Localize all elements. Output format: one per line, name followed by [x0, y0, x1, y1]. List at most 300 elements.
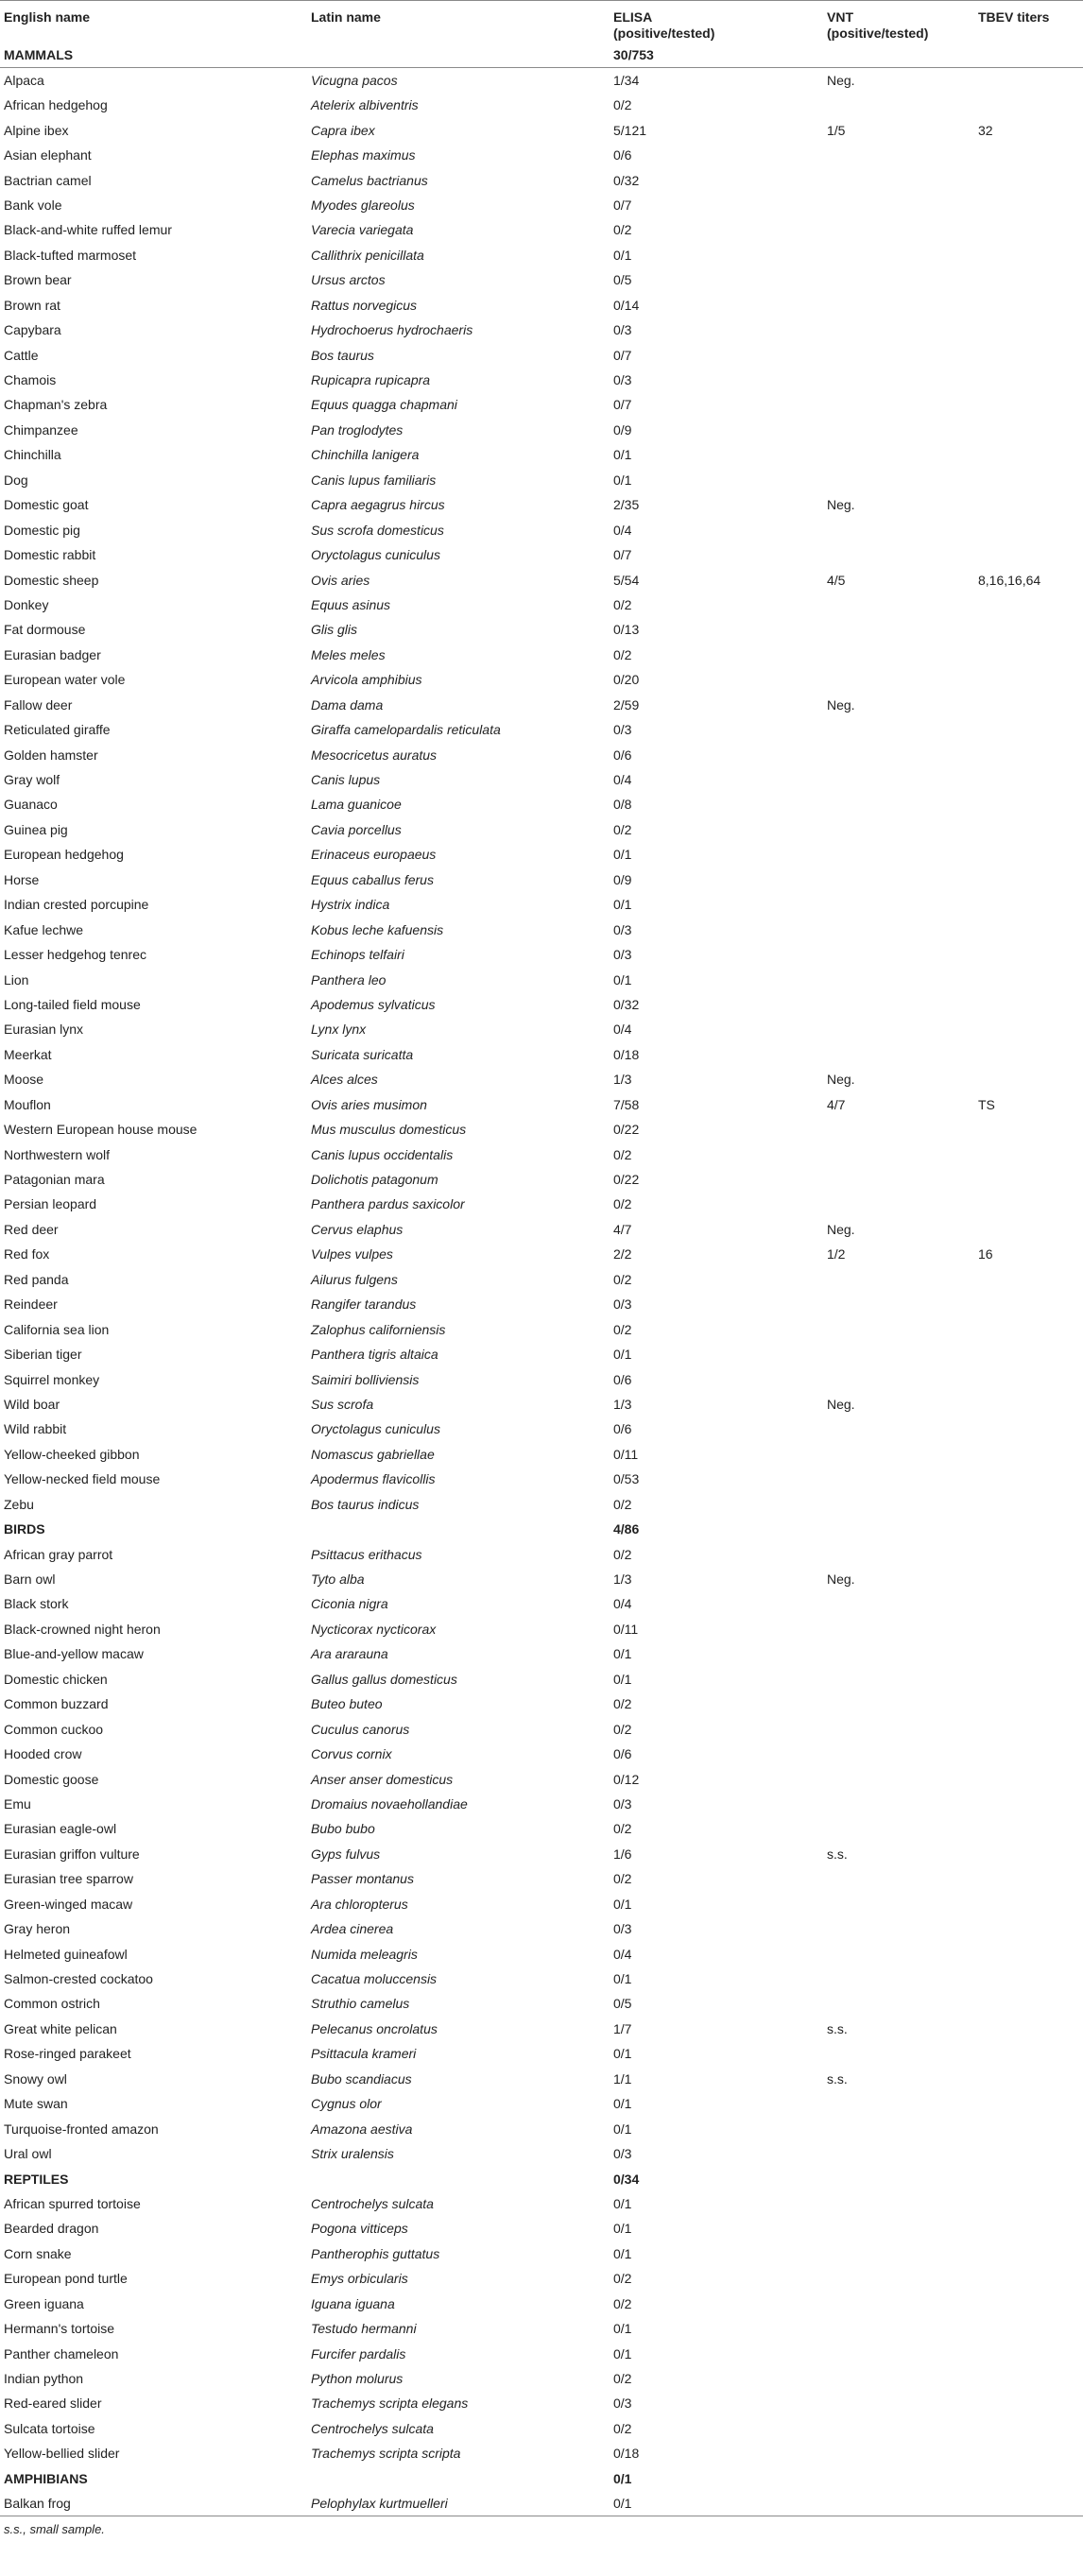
elisa-cell: 0/11: [613, 1621, 639, 1637]
elisa-cell: 0/1: [613, 2121, 632, 2137]
elisa-cell: 0/7: [613, 347, 632, 363]
elisa-cell: 0/1: [613, 1646, 632, 1662]
english-name-cell: Bearded dragon: [4, 2221, 99, 2237]
tbev-titers-cell: TS: [978, 1096, 995, 1112]
header-vnt-line1: VNT: [827, 9, 853, 25]
latin-name-cell: Rupicapra rupicapra: [311, 372, 431, 388]
english-name-cell: Capybara: [4, 322, 61, 338]
vnt-cell: [823, 643, 974, 667]
latin-name-cell: Cuculus canorus: [311, 1721, 410, 1737]
vnt-cell: [823, 842, 974, 867]
tbev-titers-cell: [974, 1467, 1083, 1491]
tbev-titers-cell: [974, 917, 1083, 941]
english-name-cell: Barn owl: [4, 1571, 56, 1588]
vnt-cell: [823, 2216, 974, 2241]
tbev-titers-cell: [974, 392, 1083, 417]
english-name-cell: Horse: [4, 871, 40, 887]
vnt-cell: 4/7: [827, 1096, 846, 1112]
table-row: [0, 2067, 1083, 2091]
english-name-cell: Zebu: [4, 1496, 34, 1512]
tbev-titers-cell: [974, 1042, 1083, 1067]
english-name-cell: Eurasian griffon vulture: [4, 1846, 140, 1862]
table-row: [0, 143, 1083, 167]
tbev-titers-cell: [974, 892, 1083, 917]
elisa-cell: 0/6: [613, 1421, 632, 1437]
latin-name-cell: Ardea cinerea: [311, 1921, 394, 1937]
table-row: [0, 243, 1083, 267]
vnt-cell: [823, 2041, 974, 2066]
english-name-cell: Turquoise-fronted amazon: [4, 2121, 159, 2137]
english-name-cell: Bank vole: [4, 197, 62, 213]
table-row: [0, 1842, 1083, 1866]
latin-name-cell: Saimiri bolliviensis: [311, 1371, 420, 1387]
group-row: [0, 1517, 1083, 1541]
group-empty-cell: [823, 2166, 974, 2190]
tbev-titers-cell: [974, 1417, 1083, 1441]
elisa-cell: 0/18: [613, 2446, 640, 2462]
elisa-cell: 0/2: [613, 596, 632, 612]
vnt-cell: [823, 1192, 974, 1216]
vnt-cell: [823, 942, 974, 967]
tbev-titers-cell: [974, 2141, 1083, 2166]
tbev-titers-cell: [974, 2241, 1083, 2266]
tbev-titers-cell: [974, 1017, 1083, 1041]
table-row: [0, 1792, 1083, 1816]
tbev-titers-cell: [974, 193, 1083, 217]
vnt-cell: [823, 392, 974, 417]
vnt-cell: Neg.: [827, 1571, 855, 1588]
tbev-titers-cell: [974, 1842, 1083, 1866]
english-name-cell: Indian crested porcupine: [4, 897, 149, 913]
tbev-titers-cell: [974, 1292, 1083, 1316]
tbev-titers-cell: [974, 217, 1083, 242]
table-row: [0, 1392, 1083, 1417]
english-name-cell: European hedgehog: [4, 847, 124, 863]
english-name-cell: Meerkat: [4, 1046, 52, 1062]
tbev-titers-cell: [974, 1941, 1083, 1966]
tbev-titers-cell: [974, 667, 1083, 692]
tbev-titers-cell: [974, 2017, 1083, 2041]
latin-name-cell: Suricata suricatta: [311, 1046, 414, 1062]
english-name-cell: Cattle: [4, 347, 39, 363]
table-row: [0, 967, 1083, 991]
tbev-titers-cell: [974, 967, 1083, 991]
latin-name-cell: Amazona aestiva: [311, 2121, 413, 2137]
group-empty-cell: [307, 2466, 610, 2491]
latin-name-cell: Equus caballus ferus: [311, 871, 434, 887]
tbev-titers-cell: [974, 1742, 1083, 1766]
group-empty-cell: [307, 43, 610, 68]
tbev-titers-cell: [974, 817, 1083, 842]
latin-name-cell: Ailurus fulgens: [311, 1271, 398, 1287]
vnt-cell: [823, 2441, 974, 2465]
latin-name-cell: Cygnus olor: [311, 2096, 382, 2112]
table-row: [0, 2491, 1083, 2516]
elisa-cell: 0/6: [613, 747, 632, 763]
english-name-cell: Red panda: [4, 1271, 69, 1287]
vnt-cell: s.s.: [827, 2070, 848, 2087]
elisa-cell: 0/1: [613, 2046, 632, 2062]
tbev-titers-cell: [974, 1492, 1083, 1517]
vnt-cell: Neg.: [827, 1072, 855, 1088]
group-elisa-total: 0/34: [613, 2171, 640, 2187]
latin-name-cell: Tyto alba: [311, 1571, 365, 1588]
table-row: [0, 2316, 1083, 2341]
english-name-cell: Wild boar: [4, 1396, 60, 1412]
elisa-cell: 0/14: [613, 297, 640, 313]
english-name-cell: Squirrel monkey: [4, 1371, 100, 1387]
vnt-cell: Neg.: [827, 696, 855, 713]
vnt-cell: [823, 318, 974, 342]
latin-name-cell: Centrochelys sulcata: [311, 2195, 434, 2211]
elisa-cell: 0/1: [613, 1971, 632, 1987]
vnt-cell: [823, 792, 974, 816]
table-row: [0, 1567, 1083, 1591]
english-name-cell: Eurasian lynx: [4, 1022, 84, 1038]
tbev-titers-cell: [974, 643, 1083, 667]
latin-name-cell: Dama dama: [311, 696, 384, 713]
tbev-titers-cell: [974, 2191, 1083, 2216]
english-name-cell: Indian python: [4, 2371, 84, 2387]
english-name-cell: Common cuckoo: [4, 1721, 104, 1737]
elisa-cell: 0/2: [613, 1321, 632, 1337]
tbev-titers-cell: [974, 942, 1083, 967]
english-name-cell: Mute swan: [4, 2096, 68, 2112]
tbev-titers-cell: [974, 2041, 1083, 2066]
vnt-cell: [823, 1142, 974, 1166]
latin-name-cell: Myodes glareolus: [311, 197, 415, 213]
group-row: [0, 2466, 1083, 2491]
elisa-cell: 2/59: [613, 696, 640, 713]
vnt-cell: [823, 2141, 974, 2166]
tbev-titers-cell: [974, 617, 1083, 642]
tbev-titers-cell: [974, 1316, 1083, 1341]
header-english-name: English name: [4, 9, 91, 25]
table-row: [0, 1766, 1083, 1791]
english-name-cell: Bactrian camel: [4, 172, 92, 188]
vnt-cell: [823, 867, 974, 892]
table-row: [0, 1242, 1083, 1266]
vnt-cell: [823, 468, 974, 492]
vnt-cell: [823, 293, 974, 318]
tbev-titers-cell: [974, 2441, 1083, 2465]
latin-name-cell: Canis lupus familiaris: [311, 472, 437, 488]
elisa-cell: 0/1: [613, 2096, 632, 2112]
latin-name-cell: Bos taurus indicus: [311, 1496, 420, 1512]
table-row: [0, 2116, 1083, 2140]
vnt-cell: [823, 592, 974, 617]
latin-name-cell: Pogona vitticeps: [311, 2221, 408, 2237]
elisa-cell: 0/3: [613, 1297, 632, 1313]
latin-name-cell: Centrochelys sulcata: [311, 2420, 434, 2436]
elisa-cell: 1/3: [613, 1396, 632, 1412]
english-name-cell: Corn snake: [4, 2245, 72, 2261]
vnt-cell: Neg.: [827, 497, 855, 513]
english-name-cell: Yellow-bellied slider: [4, 2446, 120, 2462]
tbev-titers-cell: [974, 592, 1083, 617]
vnt-cell: [823, 442, 974, 467]
vnt-cell: [823, 2091, 974, 2116]
english-name-cell: Lion: [4, 971, 29, 987]
elisa-cell: 0/2: [613, 2295, 632, 2311]
tbev-titers-cell: [974, 1892, 1083, 1916]
table-row: [0, 1017, 1083, 1041]
tbev-titers-cell: [974, 1641, 1083, 1666]
tbev-titers-cell: [974, 2316, 1083, 2341]
latin-name-cell: Glis glis: [311, 622, 358, 638]
elisa-cell: 0/1: [613, 2195, 632, 2211]
table-row: [0, 667, 1083, 692]
vnt-cell: [823, 1816, 974, 1841]
vnt-cell: [823, 1467, 974, 1491]
english-name-cell: Northwestern wolf: [4, 1146, 111, 1162]
elisa-cell: 0/7: [613, 397, 632, 413]
latin-name-cell: Elephas maximus: [311, 147, 416, 163]
header-latin-name: Latin name: [311, 9, 381, 25]
english-name-cell: Dog: [4, 472, 28, 488]
group-row: [0, 43, 1083, 68]
header-elisa-line1: ELISA: [613, 9, 653, 25]
elisa-cell: 0/12: [613, 1771, 640, 1787]
tbev-titers-cell: [974, 542, 1083, 567]
tbev-titers-cell: [974, 318, 1083, 342]
latin-name-cell: Trachemys scripta scripta: [311, 2446, 461, 2462]
elisa-cell: 0/1: [613, 2245, 632, 2261]
table-row: [0, 617, 1083, 642]
elisa-cell: 0/4: [613, 522, 632, 538]
elisa-cell: 0/4: [613, 772, 632, 788]
elisa-cell: 0/2: [613, 2271, 632, 2287]
table-row: [0, 418, 1083, 442]
english-name-cell: Wild rabbit: [4, 1421, 67, 1437]
latin-name-cell: Chinchilla lanigera: [311, 447, 420, 463]
table-row: [0, 2191, 1083, 2216]
english-name-cell: California sea lion: [4, 1321, 110, 1337]
table-row: [0, 1941, 1083, 1966]
english-name-cell: Domestic pig: [4, 522, 80, 538]
table-row: [0, 2241, 1083, 2266]
table-row: [0, 468, 1083, 492]
elisa-cell: 0/8: [613, 797, 632, 813]
english-name-cell: Yellow-necked field mouse: [4, 1471, 161, 1487]
vnt-cell: [823, 1267, 974, 1292]
latin-name-cell: Iguana iguana: [311, 2295, 395, 2311]
latin-name-cell: Python molurus: [311, 2371, 404, 2387]
table-row: [0, 1667, 1083, 1692]
vnt-cell: [823, 2292, 974, 2316]
english-name-cell: Kafue lechwe: [4, 921, 84, 937]
latin-name-cell: Hydrochoerus hydrochaeris: [311, 322, 473, 338]
tbev-titers-cell: [974, 517, 1083, 541]
latin-name-cell: Giraffa camelopardalis reticulata: [311, 722, 501, 738]
elisa-cell: 0/2: [613, 1546, 632, 1562]
latin-name-cell: Capra ibex: [311, 122, 375, 138]
latin-name-cell: Panthera pardus saxicolor: [311, 1196, 465, 1212]
group-empty-cell: [823, 1517, 974, 1541]
english-name-cell: Common ostrich: [4, 1996, 100, 2012]
english-name-cell: Reticulated giraffe: [4, 722, 111, 738]
group-empty-cell: [823, 2466, 974, 2491]
table-row: [0, 217, 1083, 242]
english-name-cell: Golden hamster: [4, 747, 98, 763]
table-row: [0, 2341, 1083, 2365]
table-row: [0, 93, 1083, 117]
latin-name-cell: Hystrix indica: [311, 897, 390, 913]
table-row: [0, 318, 1083, 342]
english-name-cell: Blue-and-yellow macaw: [4, 1646, 144, 1662]
table-row: [0, 643, 1083, 667]
english-name-cell: Hermann's tortoise: [4, 2321, 115, 2337]
tbev-titers-cell: [974, 1716, 1083, 1741]
tbev-titers-cell: [974, 1816, 1083, 1841]
elisa-cell: 7/58: [613, 1096, 640, 1112]
latin-name-cell: Passer montanus: [311, 1871, 414, 1887]
tbev-titers-cell: [974, 1866, 1083, 1891]
english-name-cell: Western European house mouse: [4, 1122, 198, 1138]
table-row: [0, 717, 1083, 742]
english-name-cell: Hooded crow: [4, 1746, 82, 1762]
latin-name-cell: Ovis aries musimon: [311, 1096, 427, 1112]
elisa-cell: 0/18: [613, 1046, 640, 1062]
header-elisa-line2: (positive/tested): [613, 26, 715, 41]
english-name-cell: Black-and-white ruffed lemur: [4, 222, 172, 238]
latin-name-cell: Varecia variegata: [311, 222, 414, 238]
latin-name-cell: Apodermus flavicollis: [311, 1471, 436, 1487]
vnt-cell: [823, 2191, 974, 2216]
latin-name-cell: Nomascus gabriellae: [311, 1446, 435, 1462]
latin-name-cell: Ciconia nigra: [311, 1596, 388, 1612]
group-empty-cell: [823, 43, 974, 68]
elisa-cell: 0/3: [613, 2146, 632, 2162]
english-name-cell: Chimpanzee: [4, 421, 78, 438]
tbev-titers-cell: [974, 1392, 1083, 1417]
latin-name-cell: Atelerix albiventris: [311, 97, 419, 113]
latin-name-cell: Vulpes vulpes: [311, 1246, 393, 1262]
table-row: [0, 1117, 1083, 1142]
english-name-cell: Eurasian eagle-owl: [4, 1821, 117, 1837]
table-row: [0, 1092, 1083, 1117]
english-name-cell: Fat dormouse: [4, 622, 86, 638]
english-name-cell: Emu: [4, 1795, 31, 1812]
vnt-cell: [823, 243, 974, 267]
elisa-cell: 0/3: [613, 322, 632, 338]
english-name-cell: Common buzzard: [4, 1696, 109, 1712]
latin-name-cell: Lama guanicoe: [311, 797, 402, 813]
latin-name-cell: Ovis aries: [311, 572, 370, 588]
latin-name-cell: Ursus arctos: [311, 272, 386, 288]
table-row: [0, 1417, 1083, 1441]
vnt-cell: [823, 1667, 974, 1692]
latin-name-cell: Lynx lynx: [311, 1022, 367, 1038]
latin-name-cell: Zalophus californiensis: [311, 1321, 446, 1337]
latin-name-cell: Equus quagga chapmani: [311, 397, 457, 413]
elisa-cell: 0/7: [613, 197, 632, 213]
latin-name-cell: Gyps fulvus: [311, 1846, 381, 1862]
latin-name-cell: Psittacus erithacus: [311, 1546, 422, 1562]
table-row: [0, 817, 1083, 842]
latin-name-cell: Struthio camelus: [311, 1996, 410, 2012]
table-row: [0, 492, 1083, 517]
tbev-titers-cell: [974, 167, 1083, 192]
elisa-cell: 0/1: [613, 2321, 632, 2337]
latin-name-cell: Pelecanus oncrolatus: [311, 2020, 438, 2036]
table-row: [0, 1541, 1083, 1566]
elisa-cell: 1/6: [613, 1846, 632, 1862]
vnt-cell: 1/2: [827, 1246, 846, 1262]
english-name-cell: Mouflon: [4, 1096, 51, 1112]
table-row: [0, 792, 1083, 816]
elisa-cell: 0/1: [613, 2345, 632, 2361]
table-row: [0, 917, 1083, 941]
english-name-cell: Chapman's zebra: [4, 397, 108, 413]
english-name-cell: Domestic chicken: [4, 1671, 108, 1687]
elisa-cell: 0/1: [613, 971, 632, 987]
vnt-cell: [823, 1792, 974, 1816]
table-row: [0, 1816, 1083, 1841]
table-row: [0, 2216, 1083, 2241]
tbev-titers-cell: [974, 1692, 1083, 1716]
vnt-cell: [823, 1042, 974, 1067]
tbev-titers-cell: [974, 992, 1083, 1017]
elisa-cell: 0/4: [613, 1022, 632, 1038]
latin-name-cell: Nycticorax nycticorax: [311, 1621, 437, 1637]
vnt-cell: [823, 1866, 974, 1891]
tbev-titers-cell: [974, 2341, 1083, 2365]
vnt-cell: [823, 2391, 974, 2415]
vnt-cell: [823, 992, 974, 1017]
tbev-titers-cell: [974, 2292, 1083, 2316]
elisa-cell: 0/6: [613, 1746, 632, 1762]
tbev-titers-cell: [974, 1267, 1083, 1292]
table-row: [0, 193, 1083, 217]
tbev-titers-cell: [974, 93, 1083, 117]
group-name: BIRDS: [4, 1521, 45, 1537]
elisa-cell: 0/2: [613, 1721, 632, 1737]
tbev-titers-cell: [974, 2067, 1083, 2091]
elisa-cell: 0/3: [613, 722, 632, 738]
english-name-cell: African hedgehog: [4, 97, 108, 113]
table-row: [0, 867, 1083, 892]
latin-name-cell: Panthera tigris altaica: [311, 1347, 438, 1363]
vnt-cell: [823, 742, 974, 766]
vnt-cell: [823, 2491, 974, 2516]
tbev-titers-cell: [974, 1192, 1083, 1216]
elisa-cell: 5/54: [613, 572, 640, 588]
elisa-cell: 0/22: [613, 1122, 640, 1138]
table-row: [0, 592, 1083, 617]
latin-name-cell: Sus scrofa: [311, 1396, 374, 1412]
tbev-titers-cell: [974, 293, 1083, 318]
table-row: [0, 1067, 1083, 1091]
vnt-cell: [823, 617, 974, 642]
elisa-cell: 0/2: [613, 821, 632, 837]
english-name-cell: Domestic sheep: [4, 572, 99, 588]
english-name-cell: Chinchilla: [4, 447, 61, 463]
elisa-cell: 0/4: [613, 1946, 632, 1962]
elisa-cell: 0/2: [613, 222, 632, 238]
english-name-cell: Red-eared slider: [4, 2396, 102, 2412]
latin-name-cell: Testudo hermanni: [311, 2321, 417, 2337]
vnt-cell: [823, 1716, 974, 1741]
table-row: [0, 1316, 1083, 1341]
latin-name-cell: Gallus gallus domesticus: [311, 1671, 457, 1687]
latin-name-cell: Cervus elaphus: [311, 1221, 404, 1237]
english-name-cell: Chamois: [4, 372, 57, 388]
table-row: [0, 68, 1083, 94]
english-name-cell: European pond turtle: [4, 2271, 128, 2287]
latin-name-cell: Kobus leche kafuensis: [311, 921, 444, 937]
elisa-cell: 0/1: [613, 897, 632, 913]
